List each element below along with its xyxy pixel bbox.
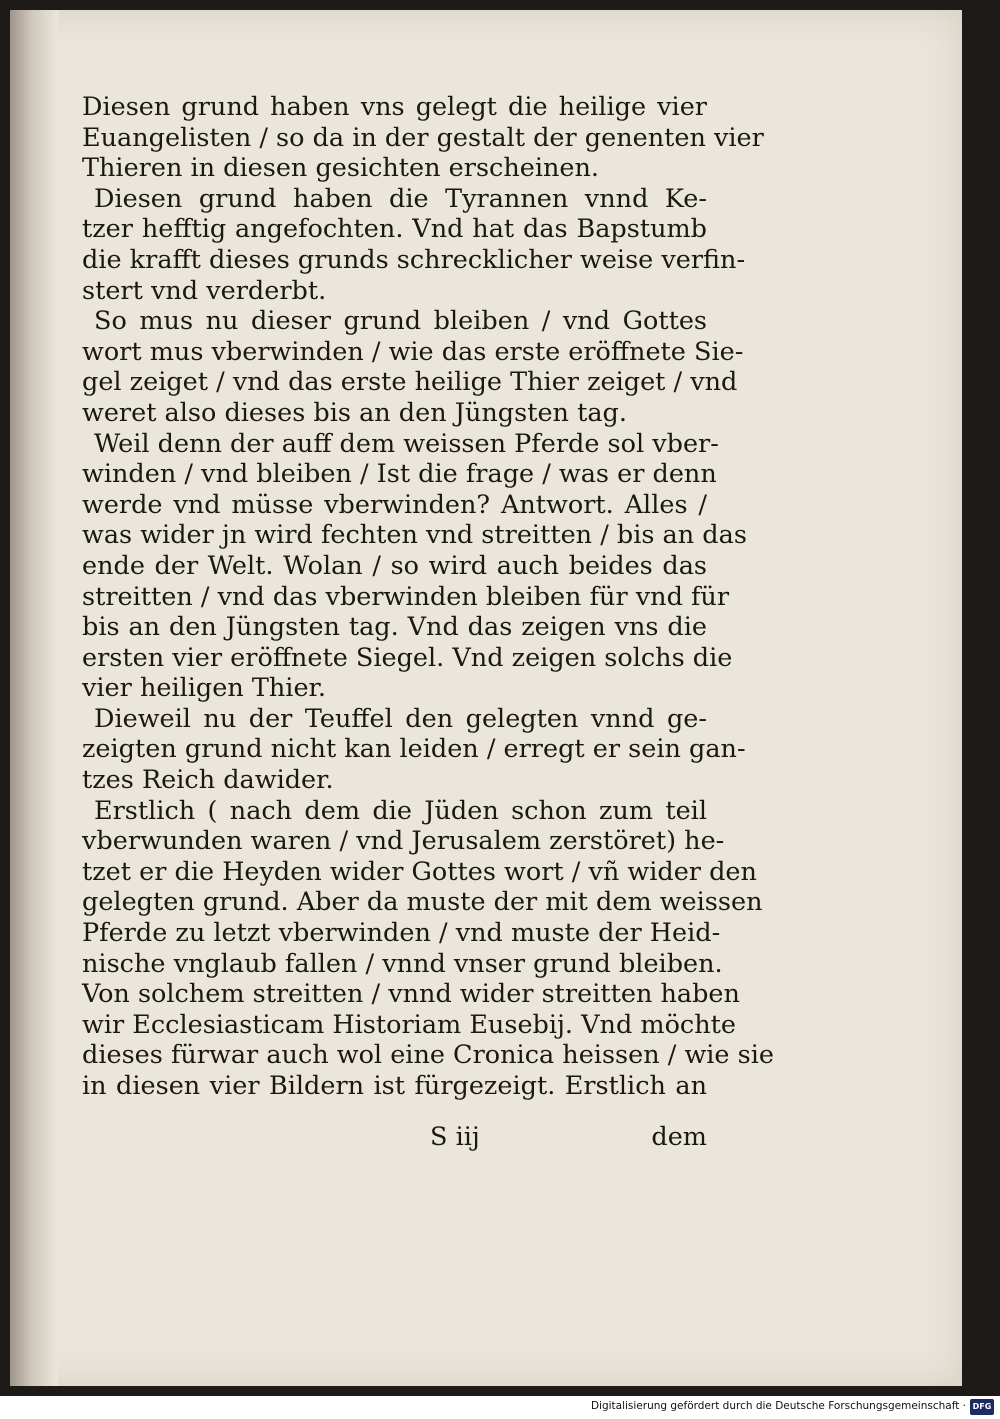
text-line: gelegten grund. Aber da muste der mit dem weissen: [82, 887, 763, 918]
text-line: die krafft dieses grunds schrecklicher weise verfin-: [82, 244, 746, 275]
text-line: in diesen vier Bildern ist fürgezeigt. Erstlich an: [82, 1071, 707, 1101]
text-line: winden / vnd bleiben / Ist die frage / was er denn: [82, 459, 717, 490]
text-line: was wider jn wird fechten vnd streitten / bis an das: [82, 520, 747, 551]
text-line: ende der Welt. Wolan / so wird auch beides das: [82, 550, 707, 581]
page-gutter: [10, 10, 58, 1386]
text-line: Pferde zu letzt vberwinden / vnd muste der Heid-: [82, 918, 721, 949]
text-line: vier heiligen Thier.: [82, 673, 327, 704]
text-line: Euangelisten / so da in der gestalt der genenten vier: [82, 122, 764, 153]
text-line: wir Ecclesiasticam Historiam Eusebij. Vnd möchte: [82, 1009, 736, 1040]
text-line: Weil denn der auff dem weissen Pferde sol vber-: [94, 428, 719, 459]
footer-bar: [0, 1396, 1000, 1419]
text-line: wort mus vberwinden / wie das erste eröffnete Sie-: [82, 336, 744, 367]
text-line: vberwunden waren / vnd Jerusalem zerstöret) he-: [82, 826, 725, 857]
page-text: [82, 92, 774, 1102]
text-line: dieses fürwar auch wol eine Cronica heissen / wie sie: [82, 1040, 774, 1071]
text-line: So mus nu dieser grund bleiben / vnd Gottes: [94, 306, 707, 337]
signature-mark: S iij: [430, 1122, 480, 1152]
text-line: zeigten grund nicht kan leiden / erregt er sein gan-: [82, 734, 746, 765]
text-line: Dieweil nu der Teuffel den gelegten vnnd ge-: [94, 703, 707, 734]
text-line: bis an den Jüngsten tag. Vnd das zeigen vns die: [82, 612, 707, 643]
dfg-logo: DFG: [970, 1399, 994, 1415]
text-line: streitten / vnd das vberwinden bleiben für vnd für: [82, 581, 730, 612]
text-line: gel zeiget / vnd das erste heilige Thier zeiget / vnd: [82, 367, 738, 398]
text-line: tzet er die Heyden wider Gottes wort / vñ wider den: [82, 856, 757, 887]
text-line: ersten vier eröffnete Siegel. Vnd zeigen solchs die: [82, 642, 733, 673]
text-line: weret also dieses bis an den Jüngsten tag.: [82, 397, 627, 428]
text-line: stert vnd verderbt.: [82, 275, 327, 306]
text-line: tzer hefftig angefochten. Vnd hat das Bapstumb: [82, 214, 707, 245]
text-line: Erstlich ( nach dem die Jüden schon zum teil: [94, 795, 707, 826]
text-line: Von solchem streitten / vnnd wider streitten haben: [82, 979, 740, 1010]
text-line: Diesen grund haben die Tyrannen vnnd Ke-: [94, 183, 707, 214]
funding-credit: Digitalisierung gefördert durch die Deutsche Forschungsgemeinschaft ·: [590, 1400, 966, 1412]
text-line: Thieren in diesen gesichten erscheinen.: [82, 153, 600, 184]
catchword: dem: [651, 1122, 707, 1152]
text-line: nische vnglaub fallen / vnnd vnser grund bleiben.: [82, 948, 723, 979]
text-line: werde vnd müsse vberwinden? Antwort. Alles /: [82, 489, 707, 520]
text-line: tzes Reich dawider.: [82, 765, 334, 796]
text-line: Diesen grund haben vns gelegt die heilige vier: [82, 92, 707, 122]
